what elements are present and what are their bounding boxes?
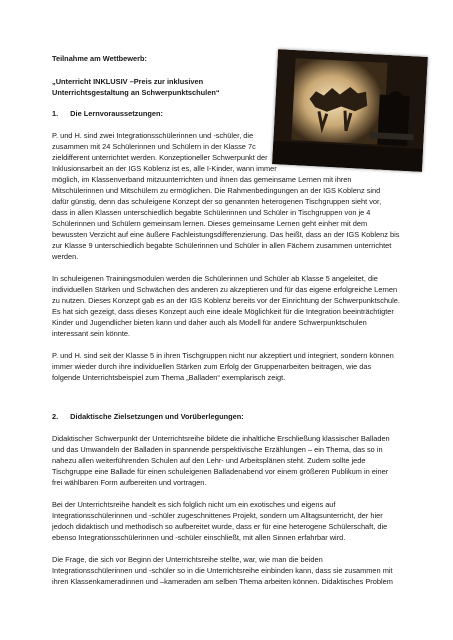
- section2-para1-line: frei wählbaren Form aufbereiten und vortragen.: [52, 478, 207, 487]
- section1-para1-line: zur Klasse 9 unterschiedlich begabte Schülerinnen und Schüler in allen Fächern zusammen unterrichtet: [52, 241, 392, 250]
- section1-para3-line: P. und H. sind seit der Klasse 5 in ihren Tischgruppen nicht nur akzeptiert und integriert, sondern können: [52, 351, 394, 360]
- section1-para1-line: P. und H. sind zwei Integrationsschülerinnen und -schüler, die: [52, 131, 254, 140]
- section1-title: Die Lernvoraussetzungen:: [70, 109, 163, 118]
- section1-para1-line: zieldifferent unterrichtet werden. Konzeptioneller Schwerpunkt der: [52, 153, 268, 162]
- section1-para2-line: Es hat sich gezeigt, dass dieses Konzept auch eine ideale Möglichkeit für die Integration beeinträchtigter: [52, 307, 394, 316]
- section1-heading: [52, 108, 163, 119]
- section2-para1-line: nahezu allen weiterführenden Schulen auf den Lehr- und Arbeitsplänen steht. Zudem sollte jede: [52, 456, 366, 465]
- document-heading: Teilnahme am Wettbewerb:: [52, 54, 148, 63]
- section1-para2-line: zu nutzen. Dieses Konzept gab es an der IGS Koblenz bereits vor der Einrichtung der Schwerpunktschule.: [52, 296, 400, 305]
- section2-para1-line: Tischgruppe eine Ballade für einen schuleigenen Balladenabend vor einem größeren Publikum in einer: [52, 467, 389, 476]
- section2-para2-line: Integrationsschülerinnen und -schüler zugeschnittenes Projekt, sondern um Alltagsunterricht, der hier: [52, 511, 383, 520]
- section2-heading: [52, 411, 244, 422]
- section1-para1-line: Mitschülerinnen und Mitschülern zu ermöglichen. Die Rahmenbedingungen an der IGS Koblenz sind: [52, 186, 381, 195]
- section2-para1-line: Didaktischer Schwerpunkt der Unterrichtsreihe bildete die inhaltliche Erschließung klassischer Balladen: [52, 434, 390, 443]
- document-title-line: „Unterricht INKLUSIV –Preis zur inklusiven: [52, 77, 204, 86]
- section1-para1-line: dafür günstig, denn das schuleigene Konzept der so genannten heterogenen Tischgruppen sieht vor,: [52, 197, 382, 206]
- section2-para1-line: und das Umwandeln der Balladen in spannende perspektivische Erzählungen – ein Thema, das so in: [52, 445, 383, 454]
- section1-para1-line: Schülerinnen und Schülern gemeinsam lernen. Dieses gemeinsame Lernen geht einher mit dem: [52, 219, 368, 228]
- section1-para2-line: In schuleigenen Trainingsmodulen werden die Schülerinnen und Schüler ab Klasse 5 angeleitet, die: [52, 274, 378, 283]
- section1-para1-line: bewussten Verzicht auf eine äußere Fachleistungsdifferenzierung. Das heißt, dass an der IGS Koblenz bis: [52, 230, 400, 239]
- section1-para2-line: individuellen Stärken und Schwächen des anderen zu akzeptieren und für das eigene erfolgreiche Lernen: [52, 285, 398, 294]
- section2-para3-line: Integrationsschülerinnen und -schüler so in die Unterrichtsreihe einbinden kann, dass sie zusammen mit: [52, 566, 393, 575]
- section1-para1-line: werden.: [52, 252, 79, 261]
- section1-para3-line: immer wieder durch ihre individuellen Stärken zum Erfolg der Gruppenarbeiten beitragen, wie das: [52, 362, 372, 371]
- shadow-theatre-image: [272, 49, 428, 172]
- section1-para3-line: folgende Unterrichtsbeispiel zum Thema „Balladen“ exemplarisch zeigt.: [52, 373, 286, 382]
- section2-title: Didaktische Zielsetzungen und Vorüberlegungen:: [70, 412, 244, 421]
- section1-para1-line: zusammen mit 24 Schülerinnen und Schülern in der Klasse 7c: [52, 142, 256, 151]
- section1-para1-line: Inklusionsarbeit an der IGS Koblenz ist es, alle I-Kinder, wann immer: [52, 164, 277, 173]
- section1-para1-line: möglich, im Klassenverband mitzuunterrichten und ihnen das gemeinsame Lernen mit ihren: [52, 175, 352, 184]
- shadow-theatre-photo: [272, 49, 428, 172]
- section2-para2-line: ebenso Integrationsschülerinnen und -schüler einschließt, mit allen Sinnen erfahrbar wird.: [52, 533, 346, 542]
- section1-para2-line: Kinder und Jugendlicher bieten kann und daher auch als Modell für andere Schwerpunktschulen: [52, 318, 367, 327]
- section2-number: 2.: [52, 412, 59, 421]
- section1-para1-line: dass in allen Klassen unterschiedlich begabte Schülerinnen und Schüler in Tischgruppen von je 4: [52, 208, 371, 217]
- section2-para2-line: jedoch didaktisch und methodisch so aufbereitet wurde, dass er für eine heterogene Schülerschaft, die: [52, 522, 388, 531]
- section1-number: 1.: [52, 109, 59, 118]
- section1-para2-line: interessant sein könnte.: [52, 329, 131, 338]
- section2-para3-line: Die Frage, die sich vor Beginn der Unterrichtsreihe stellte, war, wie man die beiden: [52, 555, 323, 564]
- section2-para3-line: ihren Klassenkameradinnen und –kameraden am selben Thema arbeiten können. Didaktisches Problem: [52, 577, 393, 586]
- document-title-line: Unterrichtsgestaltung an Schwerpunktschulen“: [52, 88, 220, 97]
- section2-para2-line: Bei der Unterrichtsreihe handelt es sich folglich nicht um ein exotisches und eigens auf: [52, 500, 336, 509]
